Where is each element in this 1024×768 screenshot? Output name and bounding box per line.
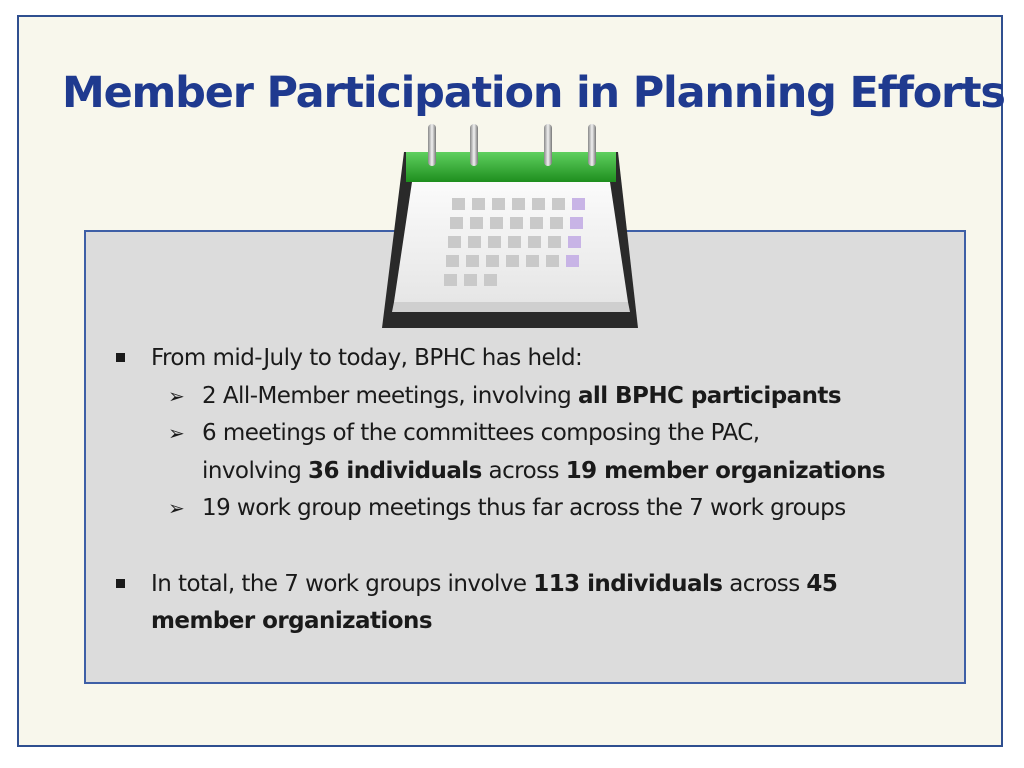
bullet-item: From mid-July to today, BPHC has held:	[108, 340, 958, 378]
sub-bullet-item: ➢ 19 work group meetings thus far across the 7 work groups	[108, 490, 958, 528]
square-bullet-icon	[116, 579, 125, 588]
sub-bullet-item: ➢ 2 All-Member meetings, involving all BPHC participants	[108, 378, 958, 416]
calendar-icon	[376, 120, 646, 335]
arrow-bullet-icon: ➢	[168, 496, 185, 520]
arrow-bullet-icon: ➢	[168, 421, 185, 445]
sub-bullet-item: ➢ 6 meetings of the committees composing the PAC, involving 36 individuals across 19 member organizations	[108, 415, 958, 490]
page-title: Member Participation in Planning Efforts	[62, 68, 1005, 118]
bullet-item: In total, the 7 work groups involve 113 individuals across 45 member organizations	[108, 566, 958, 641]
bullet-list	[108, 340, 958, 641]
arrow-bullet-icon: ➢	[168, 383, 185, 408]
square-bullet-icon	[116, 353, 125, 362]
